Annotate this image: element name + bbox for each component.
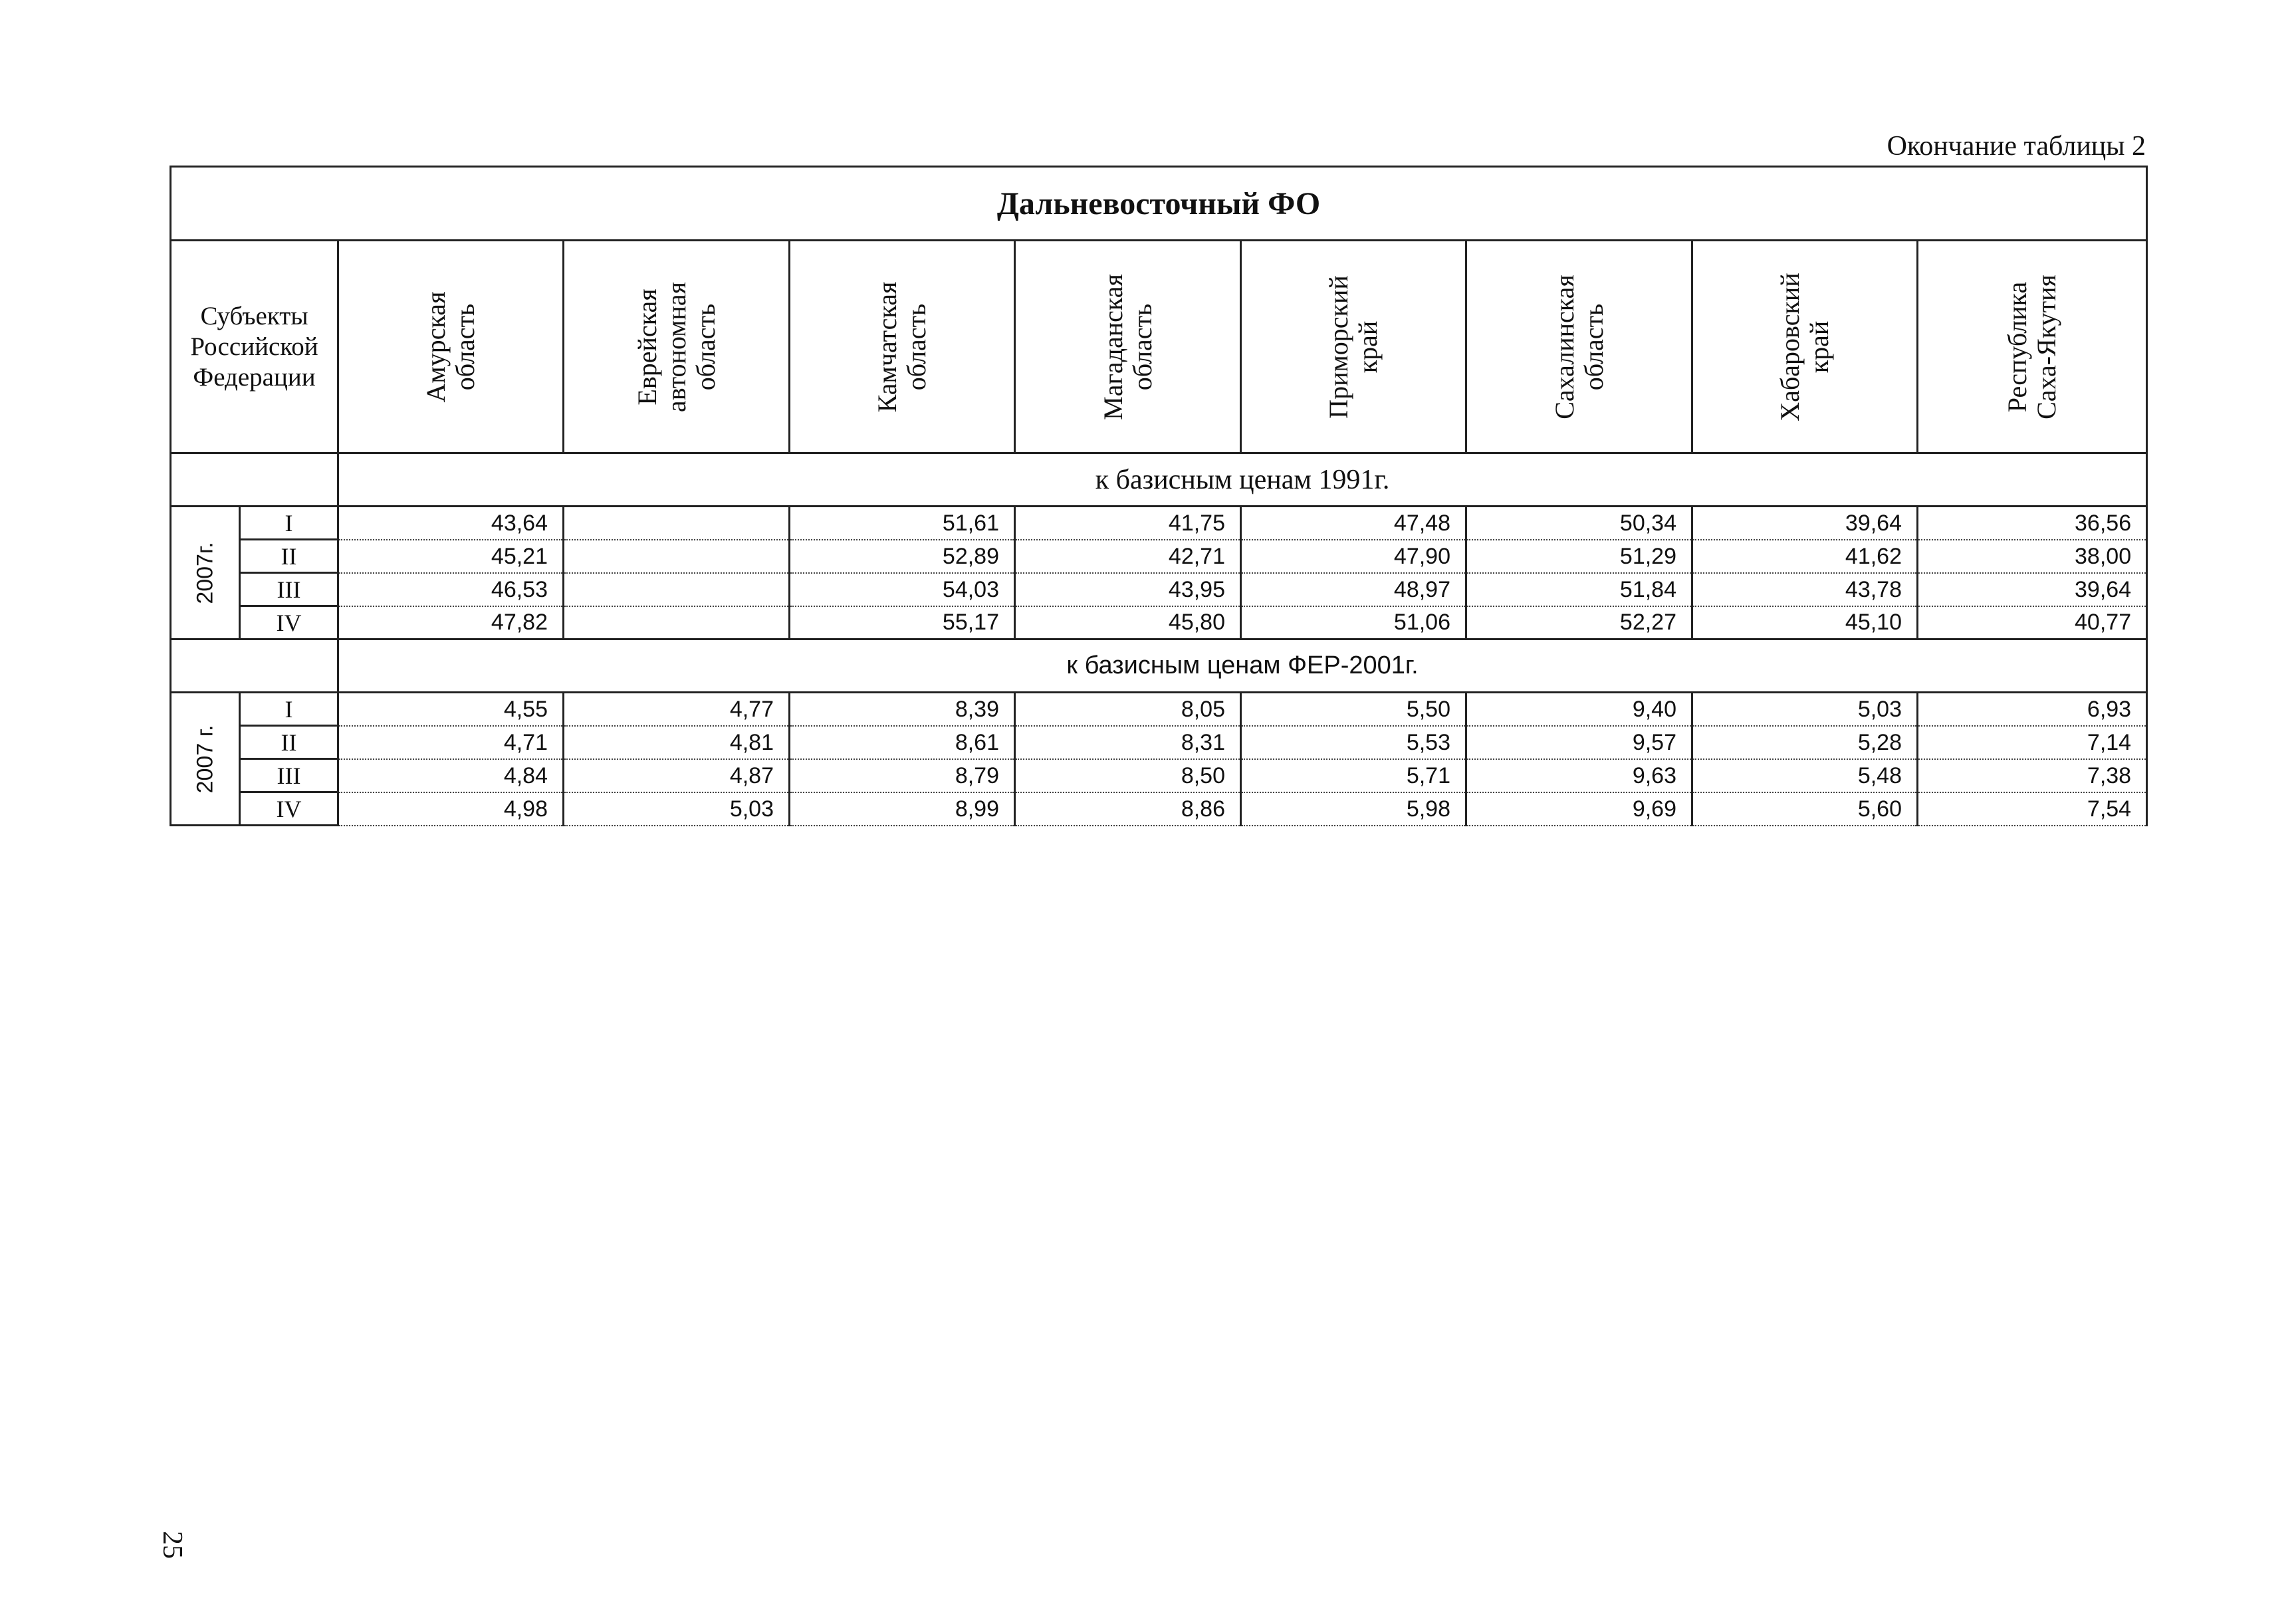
value-cell: 7,54 xyxy=(1918,792,2147,826)
column-header xyxy=(338,241,564,453)
value-cell: 47,90 xyxy=(1241,540,1466,573)
column-header-label: Сахалинская область xyxy=(1549,274,1609,419)
value-cell: 45,10 xyxy=(1692,606,1918,639)
column-header-label: Камчатская область xyxy=(872,281,931,412)
value-cell: 4,55 xyxy=(338,693,564,726)
value-cell: 8,99 xyxy=(790,792,1015,826)
value-cell: 8,39 xyxy=(790,693,1015,726)
value-cell: 5,53 xyxy=(1241,726,1466,759)
value-cell: 7,14 xyxy=(1918,726,2147,759)
value-cell xyxy=(564,540,790,573)
column-header-label: Приморский край xyxy=(1323,275,1383,419)
value-cell: 45,80 xyxy=(1015,606,1241,639)
value-cell: 5,98 xyxy=(1241,792,1466,826)
value-cell: 41,62 xyxy=(1692,540,1918,573)
subjects-header: Субъекты Российской Федерации xyxy=(171,241,338,453)
year-label: 2007 г. xyxy=(192,725,217,793)
quarter-label: III xyxy=(240,573,338,606)
value-cell: 52,27 xyxy=(1466,606,1692,639)
column-header-label: Еврейская автономная область xyxy=(631,281,721,412)
value-cell: 9,57 xyxy=(1466,726,1692,759)
section-label: к базисным ценам ФЕР-2001г. xyxy=(338,639,2147,693)
table-row xyxy=(171,507,2147,540)
column-header xyxy=(1466,241,1692,453)
table-row xyxy=(171,540,2147,573)
quarter-label: III xyxy=(240,759,338,792)
quarter-label: IV xyxy=(240,606,338,639)
column-header xyxy=(1015,241,1241,453)
year-cell xyxy=(171,693,240,826)
value-cell: 5,60 xyxy=(1692,792,1918,826)
value-cell: 36,56 xyxy=(1918,507,2147,540)
column-header xyxy=(1241,241,1466,453)
table-row xyxy=(171,693,2147,726)
value-cell: 8,50 xyxy=(1015,759,1241,792)
value-cell: 4,77 xyxy=(564,693,790,726)
value-cell: 9,40 xyxy=(1466,693,1692,726)
value-cell: 47,82 xyxy=(338,606,564,639)
section-blank-cell xyxy=(171,453,338,507)
section-label: к базисным ценам 1991г. xyxy=(338,453,2147,507)
quarter-label: I xyxy=(240,693,338,726)
value-cell: 5,03 xyxy=(564,792,790,826)
value-cell: 5,03 xyxy=(1692,693,1918,726)
value-cell: 5,50 xyxy=(1241,693,1466,726)
value-cell: 40,77 xyxy=(1918,606,2147,639)
section-blank-cell xyxy=(171,639,338,693)
value-cell: 51,61 xyxy=(790,507,1015,540)
data-table xyxy=(170,166,2148,826)
value-cell: 4,98 xyxy=(338,792,564,826)
value-cell: 5,48 xyxy=(1692,759,1918,792)
value-cell: 41,75 xyxy=(1015,507,1241,540)
value-cell: 8,86 xyxy=(1015,792,1241,826)
value-cell: 6,93 xyxy=(1918,693,2147,726)
quarter-label: II xyxy=(240,540,338,573)
column-header-label: Магаданская область xyxy=(1097,273,1157,420)
value-cell: 4,81 xyxy=(564,726,790,759)
region-title: Дальневосточный ФО xyxy=(171,167,2147,241)
value-cell: 51,84 xyxy=(1466,573,1692,606)
value-cell: 9,69 xyxy=(1466,792,1692,826)
quarter-label: I xyxy=(240,507,338,540)
value-cell: 43,95 xyxy=(1015,573,1241,606)
value-cell: 39,64 xyxy=(1918,573,2147,606)
value-cell: 47,48 xyxy=(1241,507,1466,540)
table-row xyxy=(171,606,2147,639)
value-cell xyxy=(564,507,790,540)
column-header xyxy=(564,241,790,453)
value-cell: 5,28 xyxy=(1692,726,1918,759)
value-cell: 45,21 xyxy=(338,540,564,573)
table-row xyxy=(171,792,2147,826)
value-cell: 8,61 xyxy=(790,726,1015,759)
year-cell xyxy=(171,507,240,639)
value-cell: 39,64 xyxy=(1692,507,1918,540)
value-cell xyxy=(564,606,790,639)
value-cell: 42,71 xyxy=(1015,540,1241,573)
value-cell xyxy=(564,573,790,606)
value-cell: 4,87 xyxy=(564,759,790,792)
value-cell: 51,06 xyxy=(1241,606,1466,639)
value-cell: 9,63 xyxy=(1466,759,1692,792)
table-row xyxy=(171,573,2147,606)
value-cell: 54,03 xyxy=(790,573,1015,606)
page-number: 25 xyxy=(157,1531,187,1559)
column-header xyxy=(1918,241,2147,453)
value-cell: 7,38 xyxy=(1918,759,2147,792)
value-cell: 51,29 xyxy=(1466,540,1692,573)
column-header-label: Амурская область xyxy=(421,291,480,402)
table-row xyxy=(171,759,2147,792)
value-cell: 43,64 xyxy=(338,507,564,540)
value-cell: 38,00 xyxy=(1918,540,2147,573)
value-cell: 4,84 xyxy=(338,759,564,792)
table-caption: Окончание таблицы 2 xyxy=(1887,131,2146,162)
value-cell: 43,78 xyxy=(1692,573,1918,606)
value-cell: 8,79 xyxy=(790,759,1015,792)
column-header-label: Хабаровский край xyxy=(1775,272,1834,421)
year-label: 2007г. xyxy=(192,541,217,604)
value-cell: 48,97 xyxy=(1241,573,1466,606)
value-cell: 5,71 xyxy=(1241,759,1466,792)
value-cell: 8,31 xyxy=(1015,726,1241,759)
column-header xyxy=(1692,241,1918,453)
value-cell: 4,71 xyxy=(338,726,564,759)
value-cell: 52,89 xyxy=(790,540,1015,573)
value-cell: 55,17 xyxy=(790,606,1015,639)
value-cell: 8,05 xyxy=(1015,693,1241,726)
quarter-label: IV xyxy=(240,792,338,826)
column-header-label: Республика Саха-Якутия xyxy=(2002,274,2062,419)
value-cell: 50,34 xyxy=(1466,507,1692,540)
value-cell: 46,53 xyxy=(338,573,564,606)
table-row xyxy=(171,726,2147,759)
quarter-label: II xyxy=(240,726,338,759)
column-header xyxy=(790,241,1015,453)
